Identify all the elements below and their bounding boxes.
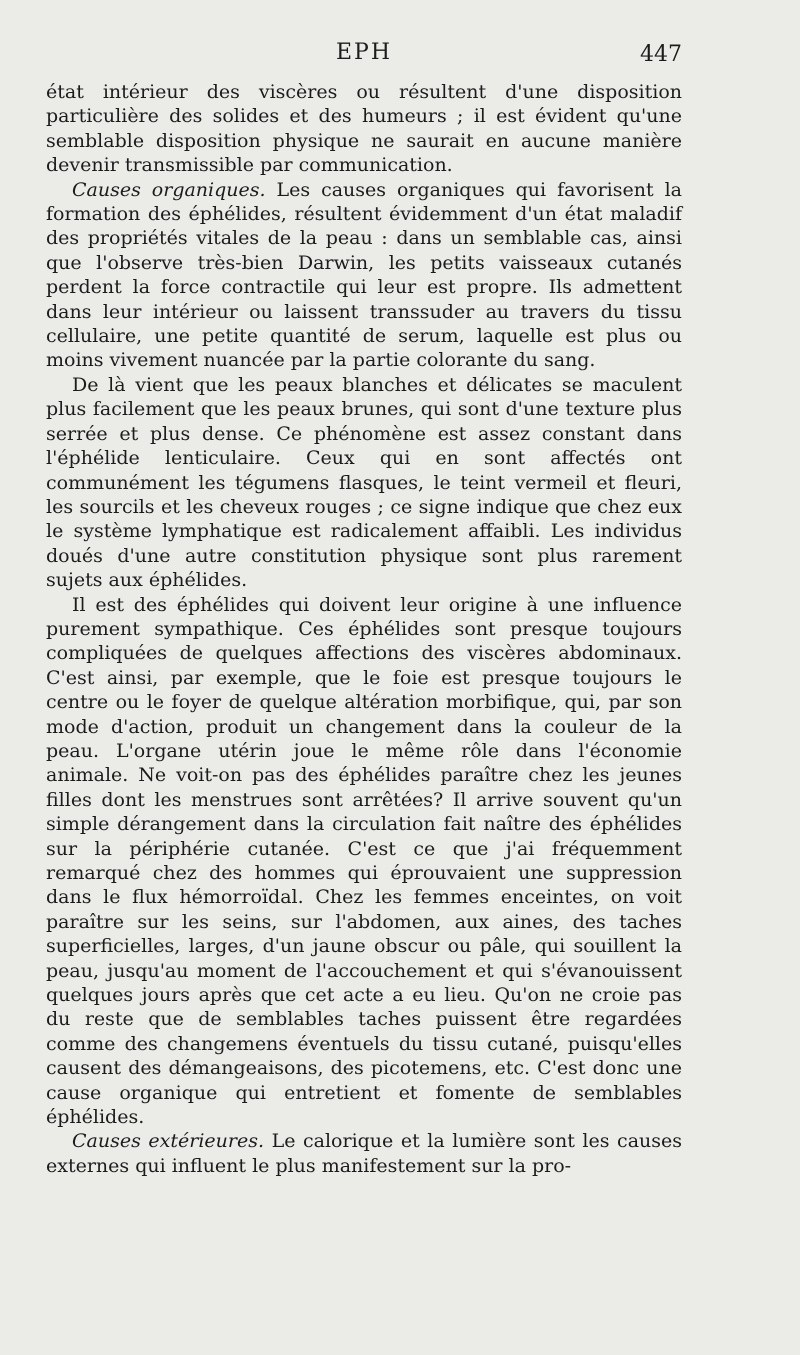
paragraph-4-text: Il est des éphélides qui doivent leur origine à une influence purement sympathique. Ces éphélides sont presque toujours compliquées de quelques affections des viscères abdominaux. C'est ainsi, par exemple, que le foie est presque toujours le centre ou le foyer de quelque altération morbifique, qui, par son mode d'action, produit un changement dans la couleur de la peau. L'organe utérin joue le même rôle dans l'économie animale. Ne voit-on pas des éphélides paraître chez les jeunes filles dont les menstrues sont arrêtées? Il arrive souvent qu'un simple dérangement dans la circulation fait naître des éphélides sur la périphérie cutanée. C'est ce que j'ai fréquemment remarqué chez des hommes qui éprouvaient une suppression dans le flux hémorroïdal. Chez les femmes enceintes, on voit paraître sur les seins, sur l'abdomen, aux aines, des taches superficielles, larges, d'un jaune obscur ou pâle, qui souillent la peau, jusqu'au moment de l'accouchement et qui s'évanouissent quelques jours après que cet acte a eu lieu. Qu'on ne croie pas du reste que de semblables taches puissent être regardées comme des changemens éventuels du tissu cutané, puisqu'elles causent des démangeaisons, des picotemens, etc. C'est donc une cause organique qui entretient et fomente de semblables éphélides.: [46, 593, 682, 1129]
paragraph-2-text: Les causes organiques qui favorisent la formation des éphélides, résultent évidemment d'un état maladif des propriétés vitales de la peau : dans un semblable cas, ainsi que l'observe très-bien Darwin, les petits vaisseaux cutanés perdent la force contractile qui leur est propre. Ils admettent dans leur intérieur ou laissent transsuder au travers du tissu cellulaire, une petite quantité de serum, laquelle est plus ou moins vivement nuancée par la partie colorante du sang.: [46, 178, 682, 372]
page-number: 447: [640, 42, 682, 67]
paragraph-1-text: état intérieur des viscères ou résultent d'une disposition particulière des solides et des humeurs ; il est évident qu'une semblable disposition physique ne saurait en aucune manière devenir transmissible par communication.: [46, 81, 682, 177]
paragraph-5: [46, 1129, 682, 1178]
paragraph-5-text: Le calorique et la lumière sont les causes externes qui influent le plus manifestement sur la pro-: [46, 1130, 683, 1177]
paragraph-2: [46, 178, 682, 373]
running-head: EPH: [335, 40, 393, 65]
page-header: [46, 40, 682, 74]
paragraph-3: [46, 373, 682, 593]
section-heading-causes-organiques: Causes organiques.: [72, 178, 266, 201]
paragraph-4: [46, 593, 682, 1130]
section-heading-causes-exterieures: Causes extérieures.: [72, 1130, 265, 1153]
body-text: [46, 80, 682, 1178]
paragraph-3-text: De là vient que les peaux blanches et délicates se maculent plus facilement que les peaux brunes, qui sont d'une texture plus serrée et plus dense. Ce phénomène est assez constant dans l'éphélide lenticulaire. Ceux qui en sont affectés ont communément les tégumens flasques, le teint vermeil et fleuri, les sourcils et les cheveux rouges ; ce signe indique que chez eux le système lymphatique est radicalement affaibli. Les individus doués d'une autre constitution physique sont plus rarement sujets aux éphélides.: [46, 373, 682, 592]
paragraph-1: [46, 80, 682, 178]
